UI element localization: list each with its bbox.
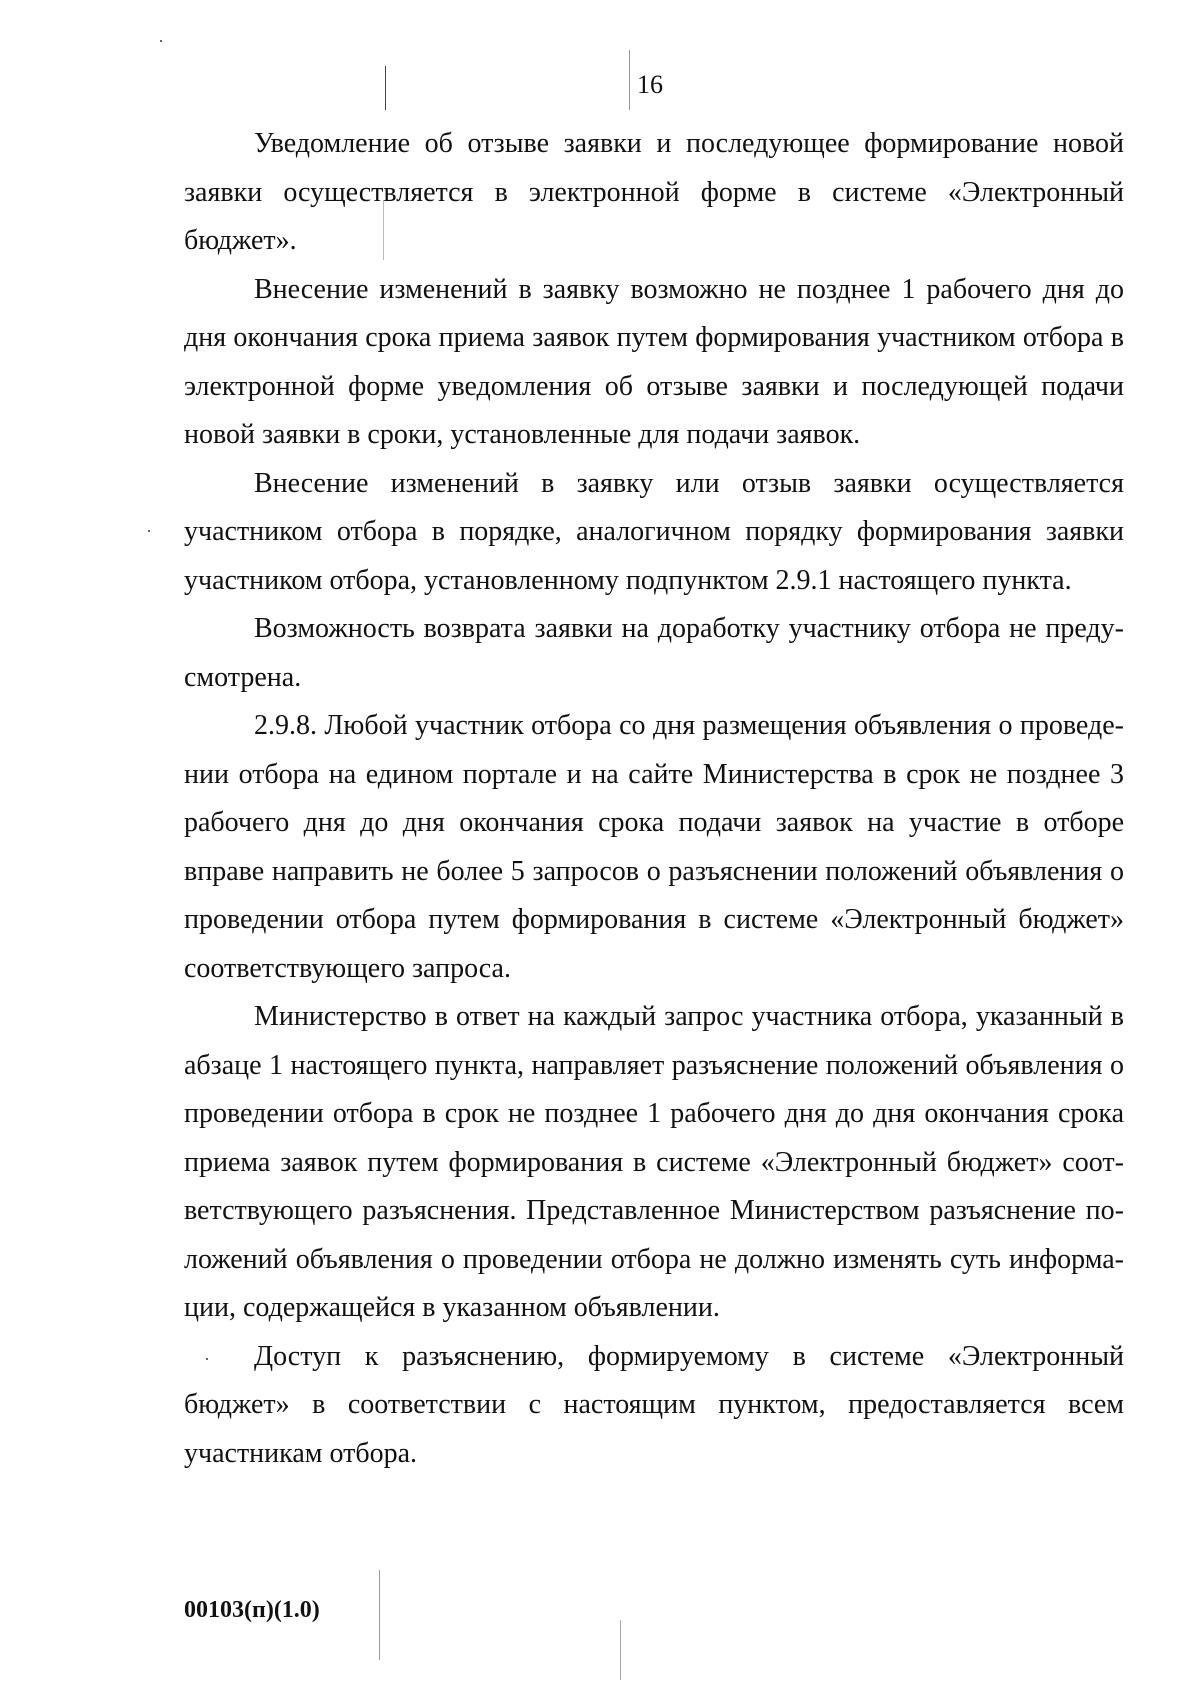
paragraph-changes-procedure: Внесение изменений в заявку или отзыв заявки осуществляется участником отбора в порядке, аналогичном порядку формирования заявки участником отбора, установленному подпунктом 2.9.1 настоящего пункта. [184,467,1124,596]
page-number: 16 [637,70,663,99]
scan-artifact [160,40,162,42]
paragraph-no-return: Возможность возврата заявки на доработку участнику отбора не предусмотрена. [184,613,1124,693]
paragraph-withdrawal-notice: Уведомление об отзыве заявки и последующее формирование новой заявки осуществляется в электронной форме в системе «Электронный бюджет». [184,128,1124,256]
paragraph-ministry-response: Министерство в ответ на каждый запрос участника отбора, указанный в абзаце 1 настоящего пункта, направляет разъяснение положений объявления о проведении отбора в срок не позднее 1 рабочего дня до дня окончания срока приема заявок путем формирования в системе «Электронный бюджет» соответствующего разъяснения. Представленное Министерством разъяснение положений объявления о проведении отбора не должно изменять суть информации, содержащейся в указанном объявлении. [184,1001,1124,1323]
document-body [184,120,1124,1478]
scan-artifact [148,530,150,532]
document-code: 00103(п)(1.0) [184,1597,320,1623]
scan-artifact [379,1570,380,1660]
paragraph-changes-deadline: Внесение изменений в заявку возможно не позднее 1 рабочего дня до дня окончания срока приема заявок путем формирования участником отбора в электронной форме уведомления об отзыве заявки и последующей подачи новой заявки в сроки, установленные для подачи заявок. [184,273,1124,450]
paragraph-clause-2-9-8: 2.9.8. Любой участник отбора со дня размещения объявления о проведении отбора на едином портале и на сайте Министерства в срок не позднее 3 рабочего дня до дня окончания срока подачи заявок на участие в отборе вправе направить не более 5 запросов о разъяснении положений объявления о проведении отбора путем формирования в системе «Электронный бюджет» соответствующего запроса. [184,710,1124,984]
scan-artifact [620,1620,621,1680]
paragraph-access: Доступ к разъяснению, формируемому в системе «Электронный бюджет» в соответствии с настоящим пунктом, предоставляется всем участникам отбора. [184,1340,1124,1469]
scan-artifact [385,66,386,110]
scan-artifact [629,50,630,110]
